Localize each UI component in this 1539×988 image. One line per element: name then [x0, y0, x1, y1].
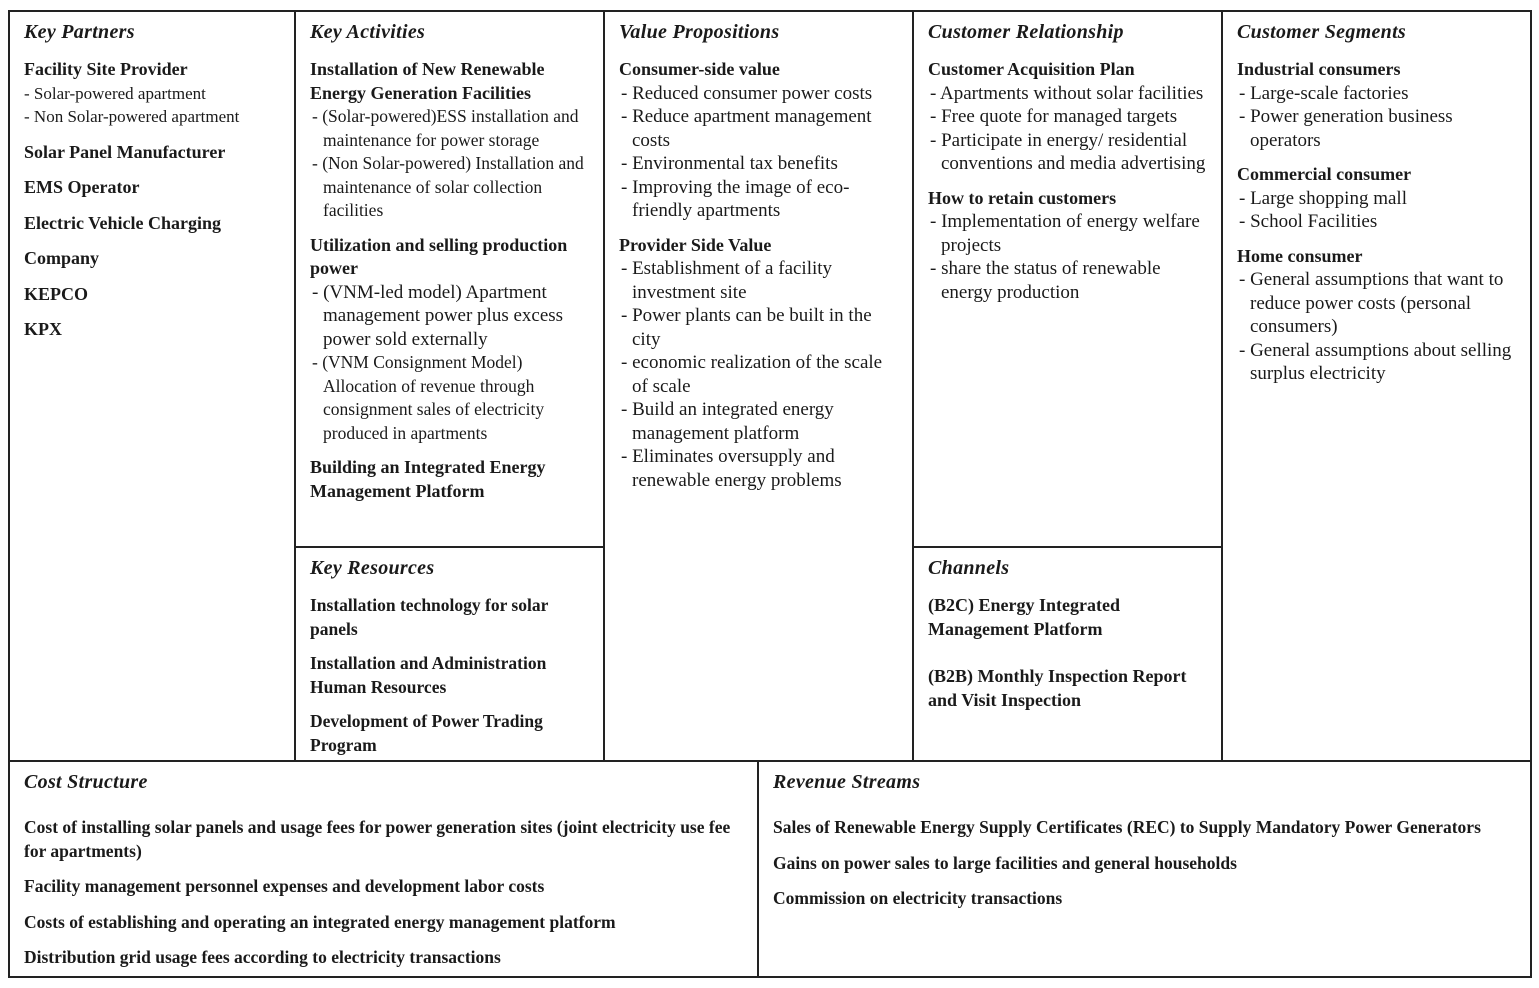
value-item: - Power plants can be built in the city	[621, 305, 872, 350]
key-activities-title: Key Activities	[310, 21, 426, 43]
cost-structure-block	[8, 760, 759, 978]
revenue-item: Gains on power sales to large facilities and general households	[773, 852, 1237, 873]
value-propositions-block	[603, 10, 914, 762]
key-resources-title: Key Resources	[310, 557, 435, 579]
key-partner-subitem: - Non Solar-powered apartment	[24, 107, 240, 126]
value-item: - Reduced consumer power costs	[621, 82, 873, 104]
activity-item: - (Non Solar-powered) Installation and maintenance of solar collection facilities	[312, 153, 584, 220]
segment-item: - Large shopping mall	[1239, 187, 1407, 209]
customer-segments-block	[1221, 10, 1532, 762]
key-partner-subitem: - Solar-powered apartment	[24, 83, 206, 103]
relationship-group-heading: How to retain customers	[928, 187, 1117, 208]
key-partners-block	[8, 10, 296, 762]
segment-item: - School Facilities	[1239, 211, 1378, 232]
activity-group-heading: Building an Integrated Energy Management Platform	[310, 457, 546, 501]
activity-item: - (Solar-powered)ESS installation and maintenance for power storage	[312, 106, 579, 150]
channel-item: (B2B) Monthly Inspection Report and Visit Inspection	[928, 666, 1187, 710]
segment-group-heading: Commercial consumer	[1237, 164, 1412, 184]
segment-item: - Power generation business operators	[1239, 106, 1453, 151]
cost-item: Cost of installing solar panels and usage fees for power generation sites (joint electricity use fee for apartments)	[24, 817, 731, 861]
customer-segments-title: Customer Segments	[1237, 21, 1407, 43]
resource-item: Installation technology for solar panels	[310, 595, 549, 639]
relationship-item: - share the status of renewable energy production	[930, 258, 1161, 303]
cost-structure-title: Cost Structure	[24, 771, 148, 793]
resource-item: Development of Power Trading Program	[310, 711, 543, 755]
segment-item: - Large-scale factories	[1239, 82, 1409, 104]
value-group-heading: Provider Side Value	[619, 234, 772, 255]
value-propositions-title: Value Propositions	[619, 21, 780, 43]
activity-group-heading: Utilization and selling production power	[310, 234, 568, 278]
revenue-streams-block	[757, 760, 1532, 978]
value-item: - Establishment of a facility investment site	[621, 258, 833, 303]
value-item: - Environmental tax benefits	[621, 153, 838, 174]
value-item: - Build an integrated energy management platform	[621, 399, 834, 444]
revenue-item: Sales of Renewable Energy Supply Certificates (REC) to Supply Mandatory Power Generators	[773, 817, 1481, 837]
resource-item: Installation and Administration Human Resources	[310, 653, 547, 697]
channels-block	[912, 546, 1223, 762]
value-item: - Improving the image of eco-friendly apartments	[621, 176, 850, 221]
relationship-item: - Free quote for managed targets	[930, 106, 1178, 127]
key-resources-block	[294, 546, 605, 762]
channel-item: (B2C) Energy Integrated Management Platform	[928, 595, 1120, 639]
cost-item: Distribution grid usage fees according to electricity transactions	[24, 947, 501, 967]
key-partner-item: Solar Panel Manufacturer	[24, 141, 226, 162]
revenue-item: Commission on electricity transactions	[773, 888, 1063, 908]
cost-item: Costs of establishing and operating an integrated energy management platform	[24, 911, 616, 932]
customer-relationship-block	[912, 10, 1223, 548]
cost-item: Facility management personnel expenses and development labor costs	[24, 876, 545, 896]
key-activities-block	[294, 10, 605, 548]
value-group-heading: Consumer-side value	[619, 59, 780, 79]
channels-title: Channels	[928, 557, 1010, 579]
relationship-item: - Apartments without solar facilities	[930, 82, 1204, 104]
key-partner-item: KPX	[24, 319, 62, 339]
customer-relationship-title: Customer Relationship	[928, 21, 1124, 43]
relationship-item: - Implementation of energy welfare projects	[930, 211, 1200, 256]
segment-group-heading: Home consumer	[1237, 245, 1363, 266]
segment-group-heading: Industrial consumers	[1237, 59, 1401, 79]
segment-item: - General assumptions about selling surplus electricity	[1239, 339, 1512, 384]
relationship-item: - Participate in energy/ residential conventions and media advertising	[930, 129, 1206, 174]
key-partner-item: KEPCO	[24, 283, 89, 304]
key-partner-item: EMS Operator	[24, 177, 140, 197]
key-partner-heading: Facility Site Provider	[24, 59, 188, 79]
segment-item: - General assumptions that want to reduce power costs (personal consumers)	[1239, 269, 1504, 337]
value-item: - economic realization of the scale of scale	[621, 352, 883, 397]
value-item: - Eliminates oversupply and renewable energy problems	[621, 446, 842, 491]
key-partner-item: Company	[24, 248, 100, 268]
activity-group-heading: Installation of New Renewable Energy Generation Facilities	[310, 59, 545, 103]
relationship-group-heading: Customer Acquisition Plan	[928, 59, 1135, 79]
activity-item: - (VNM Consignment Model) Allocation of revenue through consignment sales of electricity produced in apartments	[312, 352, 545, 443]
key-partners-title: Key Partners	[24, 21, 135, 43]
value-item: - Reduce apartment management costs	[621, 106, 872, 151]
activity-item: - (VNM-led model) Apartment management power plus excess power sold externally	[312, 281, 564, 350]
revenue-streams-title: Revenue Streams	[773, 771, 921, 793]
key-partner-item: Electric Vehicle Charging	[24, 212, 221, 233]
